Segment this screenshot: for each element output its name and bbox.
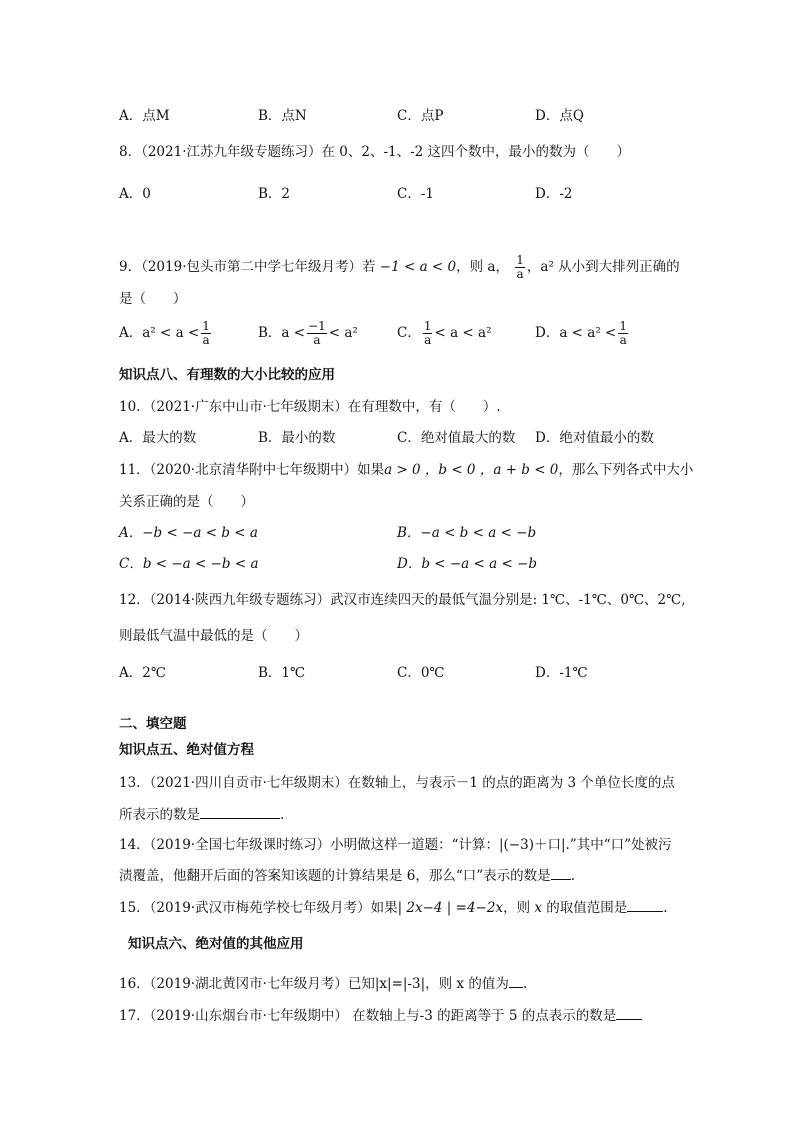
q9-option-b: B．a < $\frac{-1}{a}$ < a² [258, 319, 358, 347]
q8-option-d: D．-2 [535, 186, 573, 202]
q14-stem-continued: 渍覆盖，他翻开后面的答案知该题的计算结果是 6，那么“口”表示的数是 . [119, 868, 575, 884]
q9-option-a: A．a² < a < $\frac{1}{a}$ [119, 319, 210, 347]
q12-option-a: A．2℃ [119, 665, 166, 681]
q10-option-a: A．最大的数 [119, 430, 197, 446]
q7-option-b: B．点N [258, 108, 307, 124]
q9-option-c: C． $\frac{1}{a}$ < a < a² [397, 319, 492, 347]
q7-option-d: D．点Q [535, 108, 584, 124]
q15-expression: | 2x−4 | =4−2x [397, 900, 504, 916]
q12-stem: 12．（2014·陕西九年级专题练习）武汉市连续四天的最低气温分别是: 1℃、-1℃、0℃、2℃, [119, 592, 686, 608]
q10-option-c: C．绝对值最大的数 [397, 430, 516, 446]
part-heading-fill-in: 二、填空题 [119, 716, 187, 732]
q14-stem: 14．（2019·全国七年级课时练习）小明做这样一道题：“计算：|(−3)＋口|.”其中“口”处被污 [119, 837, 672, 853]
q17-stem: 17．（2019·山东烟台市·七年级期中） 在数轴上与-3 的距离等于 5 的点表示的数是 [119, 1004, 642, 1024]
q8-option-c: C．-1 [397, 186, 434, 202]
q15-answer-blank [627, 899, 663, 912]
section-heading-6: 知识点六、绝对值的其他应用 [128, 936, 304, 952]
q13-stem-continued: 所表示的数是 . [119, 807, 285, 823]
q9-stem: 9．（2019·包头市第二中学七年级月考）若 −1 < a < 0，则 a， $\frac{1}{a}$ ，a² 从小到大排列正确的 [119, 253, 680, 281]
q14-answer-blank [551, 867, 571, 880]
q16-answer-blank [509, 975, 523, 988]
q9-fraction: $\frac{1}{a}$ [516, 253, 524, 281]
q7-option-a: A．点M [119, 108, 170, 124]
q11-stem-continued: 关系正确的是（ ） [119, 494, 254, 510]
q13-answer-blank [200, 806, 280, 819]
q9-option-d: D．a < a² < $\frac{1}{a}$ [535, 319, 627, 347]
q7-option-c: C．点P [397, 108, 444, 124]
q9-stem-continued: 是（ ） [119, 291, 187, 307]
q12-option-c: C．0℃ [397, 665, 445, 681]
q10-option-b: B．最小的数 [258, 430, 336, 446]
q8-option-a: A．0 [119, 186, 151, 202]
q10-stem: 10．（2021·广东中山市·七年级期末）在有理数中，有（ ）. [119, 399, 501, 415]
q12-option-b: B．1℃ [258, 665, 306, 681]
q11-option-c: C．b < −a < −b < a [119, 556, 259, 572]
q11-stem: 11．（2020·北京清华附中七年级期中）如果a > 0 ，b < 0 ，a + b < 0，那么下列各式中大小 [119, 462, 694, 478]
section-heading-8: 知识点八、有理数的大小比较的应用 [119, 367, 335, 383]
q8-option-b: B．2 [258, 186, 291, 202]
q12-option-d: D．-1℃ [535, 665, 588, 681]
q11-option-a: A．−b < −a < b < a [119, 525, 258, 541]
q16-stem: 16．（2019·湖北黄冈市·七年级月考）已知|x|=|-3|，则 x 的值为 . [119, 976, 528, 992]
q17-answer-blank [616, 1007, 642, 1020]
q11-option-b: B．−a < b < a < −b [397, 525, 537, 541]
q8-stem: 8．（2021·江苏九年级专题练习）在 0、2、-1、-2 这四个数中，最小的数为（ ） [119, 144, 631, 160]
q10-option-d: D．绝对值最小的数 [535, 430, 654, 446]
q9-condition: −1 < a < 0 [379, 259, 457, 275]
q12-stem-continued: 则最低气温中最低的是（ ） [119, 628, 308, 644]
q11-option-d: D．b < −a < a < −b [397, 556, 538, 572]
section-heading-5: 知识点五、绝对值方程 [119, 742, 254, 758]
q15-stem: 15．（2019·武汉市梅苑学校七年级月考）如果| 2x−4 | =4−2x，则 x 的取值范围是 . [119, 900, 668, 916]
q13-stem: 13．（2021·四川自贡市·七年级期末）在数轴上，与表示－1 的点的距离为 3 个单位长度的点 [119, 775, 675, 791]
